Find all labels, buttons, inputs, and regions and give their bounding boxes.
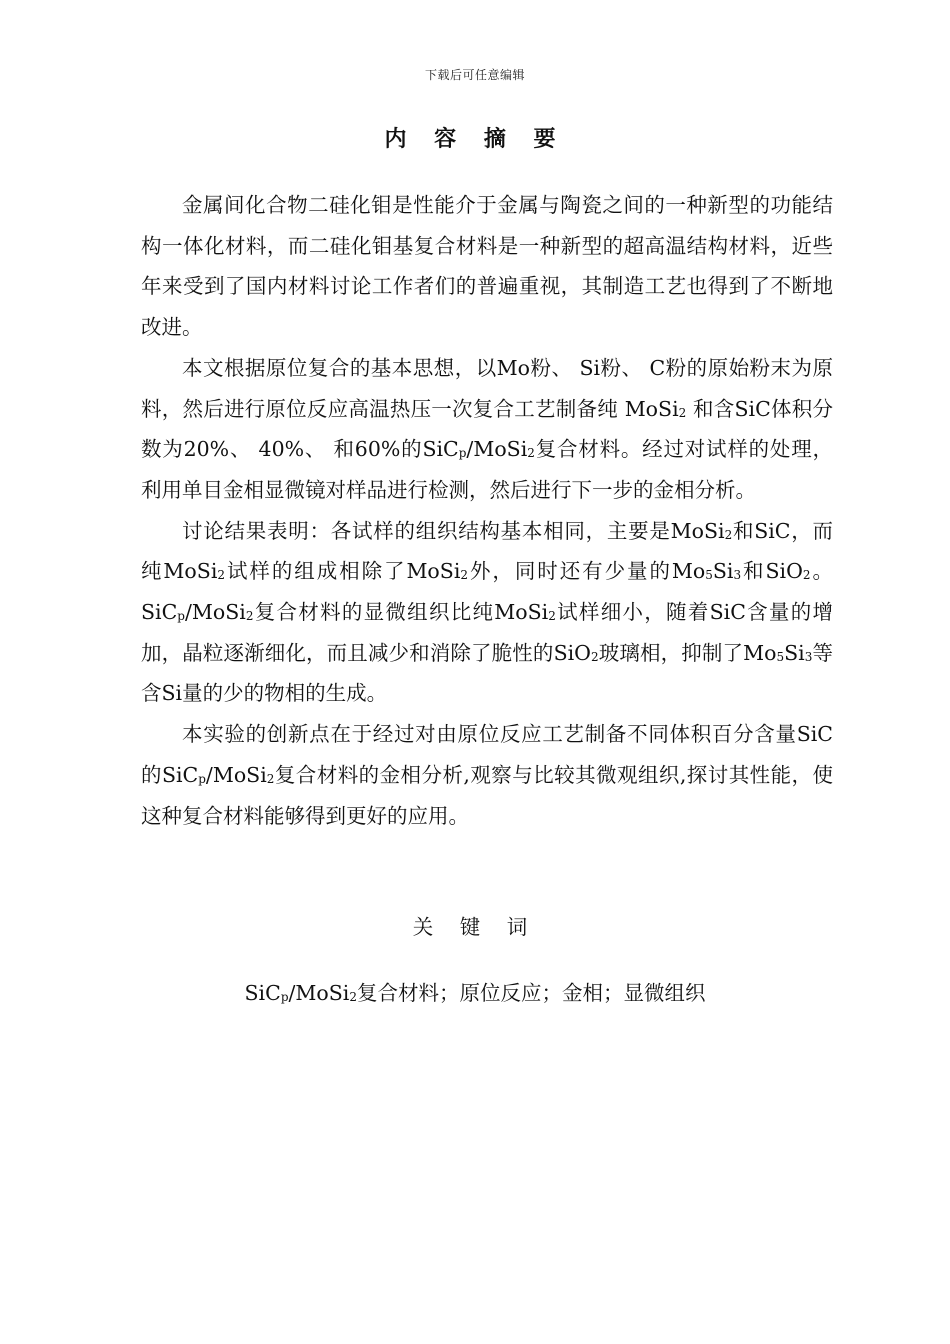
text-run: 讨论结果表明：各试样的组织结构基本相同，主要是MoSi: [182, 518, 725, 543]
subscript-text: p: [280, 990, 289, 1004]
text-run: 试样的组成相除了MoSi: [225, 559, 461, 584]
text-run: 本实验的创新点在于经过对由原位反应工艺制备不同体积百分含量SiC的SiC: [141, 722, 833, 787]
text-run: /MoSi: [466, 437, 528, 462]
subscript-text: p: [198, 771, 206, 786]
abstract-paragraph-2: [141, 348, 833, 511]
subscript-text: 3: [804, 649, 813, 664]
keywords-heading: 关 键 词: [412, 915, 538, 939]
text-run: 外，同时还有少量的Mo: [468, 559, 706, 584]
subscript-text: p: [177, 609, 185, 624]
keywords-line: [0, 976, 950, 1006]
subscript-text: 5: [776, 649, 785, 664]
header-note: 下载后可任意编辑: [424, 68, 525, 82]
text-run: 复合材料。经过对试样的处理，利用单目金相显微镜对样品进行检测，然后进行下一步的金相分析。: [141, 437, 834, 502]
text-run: SiC: [244, 981, 281, 1005]
subscript-text: 2: [349, 990, 357, 1004]
subscript-text: 2: [548, 609, 556, 624]
text-run: 复合材料的显微组织比纯MoSi: [253, 600, 549, 625]
subscript-text: 2: [724, 527, 733, 542]
page-title: 内 容 摘 要: [384, 126, 566, 152]
subscript-text: 2: [266, 771, 275, 786]
text-run: 复合材料的金相分析,观察与比较其微观组织,探讨其性能，使这种复合材料能够得到更好的应用。: [141, 762, 833, 828]
subscript-text: 3: [733, 568, 742, 583]
subscript-text: 2: [460, 568, 469, 583]
text-run: /MoSi: [288, 981, 350, 1005]
abstract-paragraph-4: [141, 714, 833, 836]
text-run: 和SiO: [741, 559, 803, 584]
subscript-text: 2: [802, 568, 811, 583]
text-run: /MoSi: [205, 762, 267, 787]
subscript-text: 2: [217, 568, 226, 583]
abstract-paragraph-3: [141, 511, 833, 715]
text-run: Si: [784, 640, 805, 665]
subscript-text: 2: [527, 446, 535, 461]
text-run: 复合材料；原位反应；金相；显微组织: [356, 981, 706, 1005]
text-run: 试样细小，随着SiC含量的增加，晶粒逐渐细化，而且减少和消除了脆性的SiO: [141, 600, 833, 665]
abstract-body: [141, 185, 833, 836]
text-run: /MoSi: [184, 600, 246, 625]
text-run: 和SiC，而纯MoSi: [141, 518, 833, 584]
subscript-text: 2: [245, 609, 254, 624]
text-run: Si: [712, 559, 734, 584]
abstract-paragraph-1: [141, 185, 833, 348]
subscript-text: 2: [678, 405, 687, 420]
subscript-text: 2: [590, 649, 599, 664]
text-run: 和含SiC体积分数为20%、 40%、 和60%的SiC: [141, 396, 833, 462]
subscript-text: p: [458, 446, 467, 461]
text-run: 金属间化合物二硅化钼是性能介于金属与陶瓷之间的一种新型的功能结构一体化材料，而二硅化钼基复合材料是一种新型的超高温结构材料，近些年来受到了国内材料讨论工作者们的普遍重视，其制造工艺也得到了不断地改进。: [141, 193, 833, 340]
text-run: 玻璃相，抑制了Mo: [598, 640, 777, 665]
text-run: 等含Si量的少的物相的生成。: [141, 640, 834, 706]
text-run: 。SiC: [141, 559, 833, 625]
text-run: 本文根据原位复合的基本思想，以Mo粉、 Si粉、 C粉的原始粉末为原料，然后进行原位反应高温热压一次复合工艺制备纯 MoSi: [141, 355, 833, 421]
subscript-text: 5: [705, 568, 713, 583]
